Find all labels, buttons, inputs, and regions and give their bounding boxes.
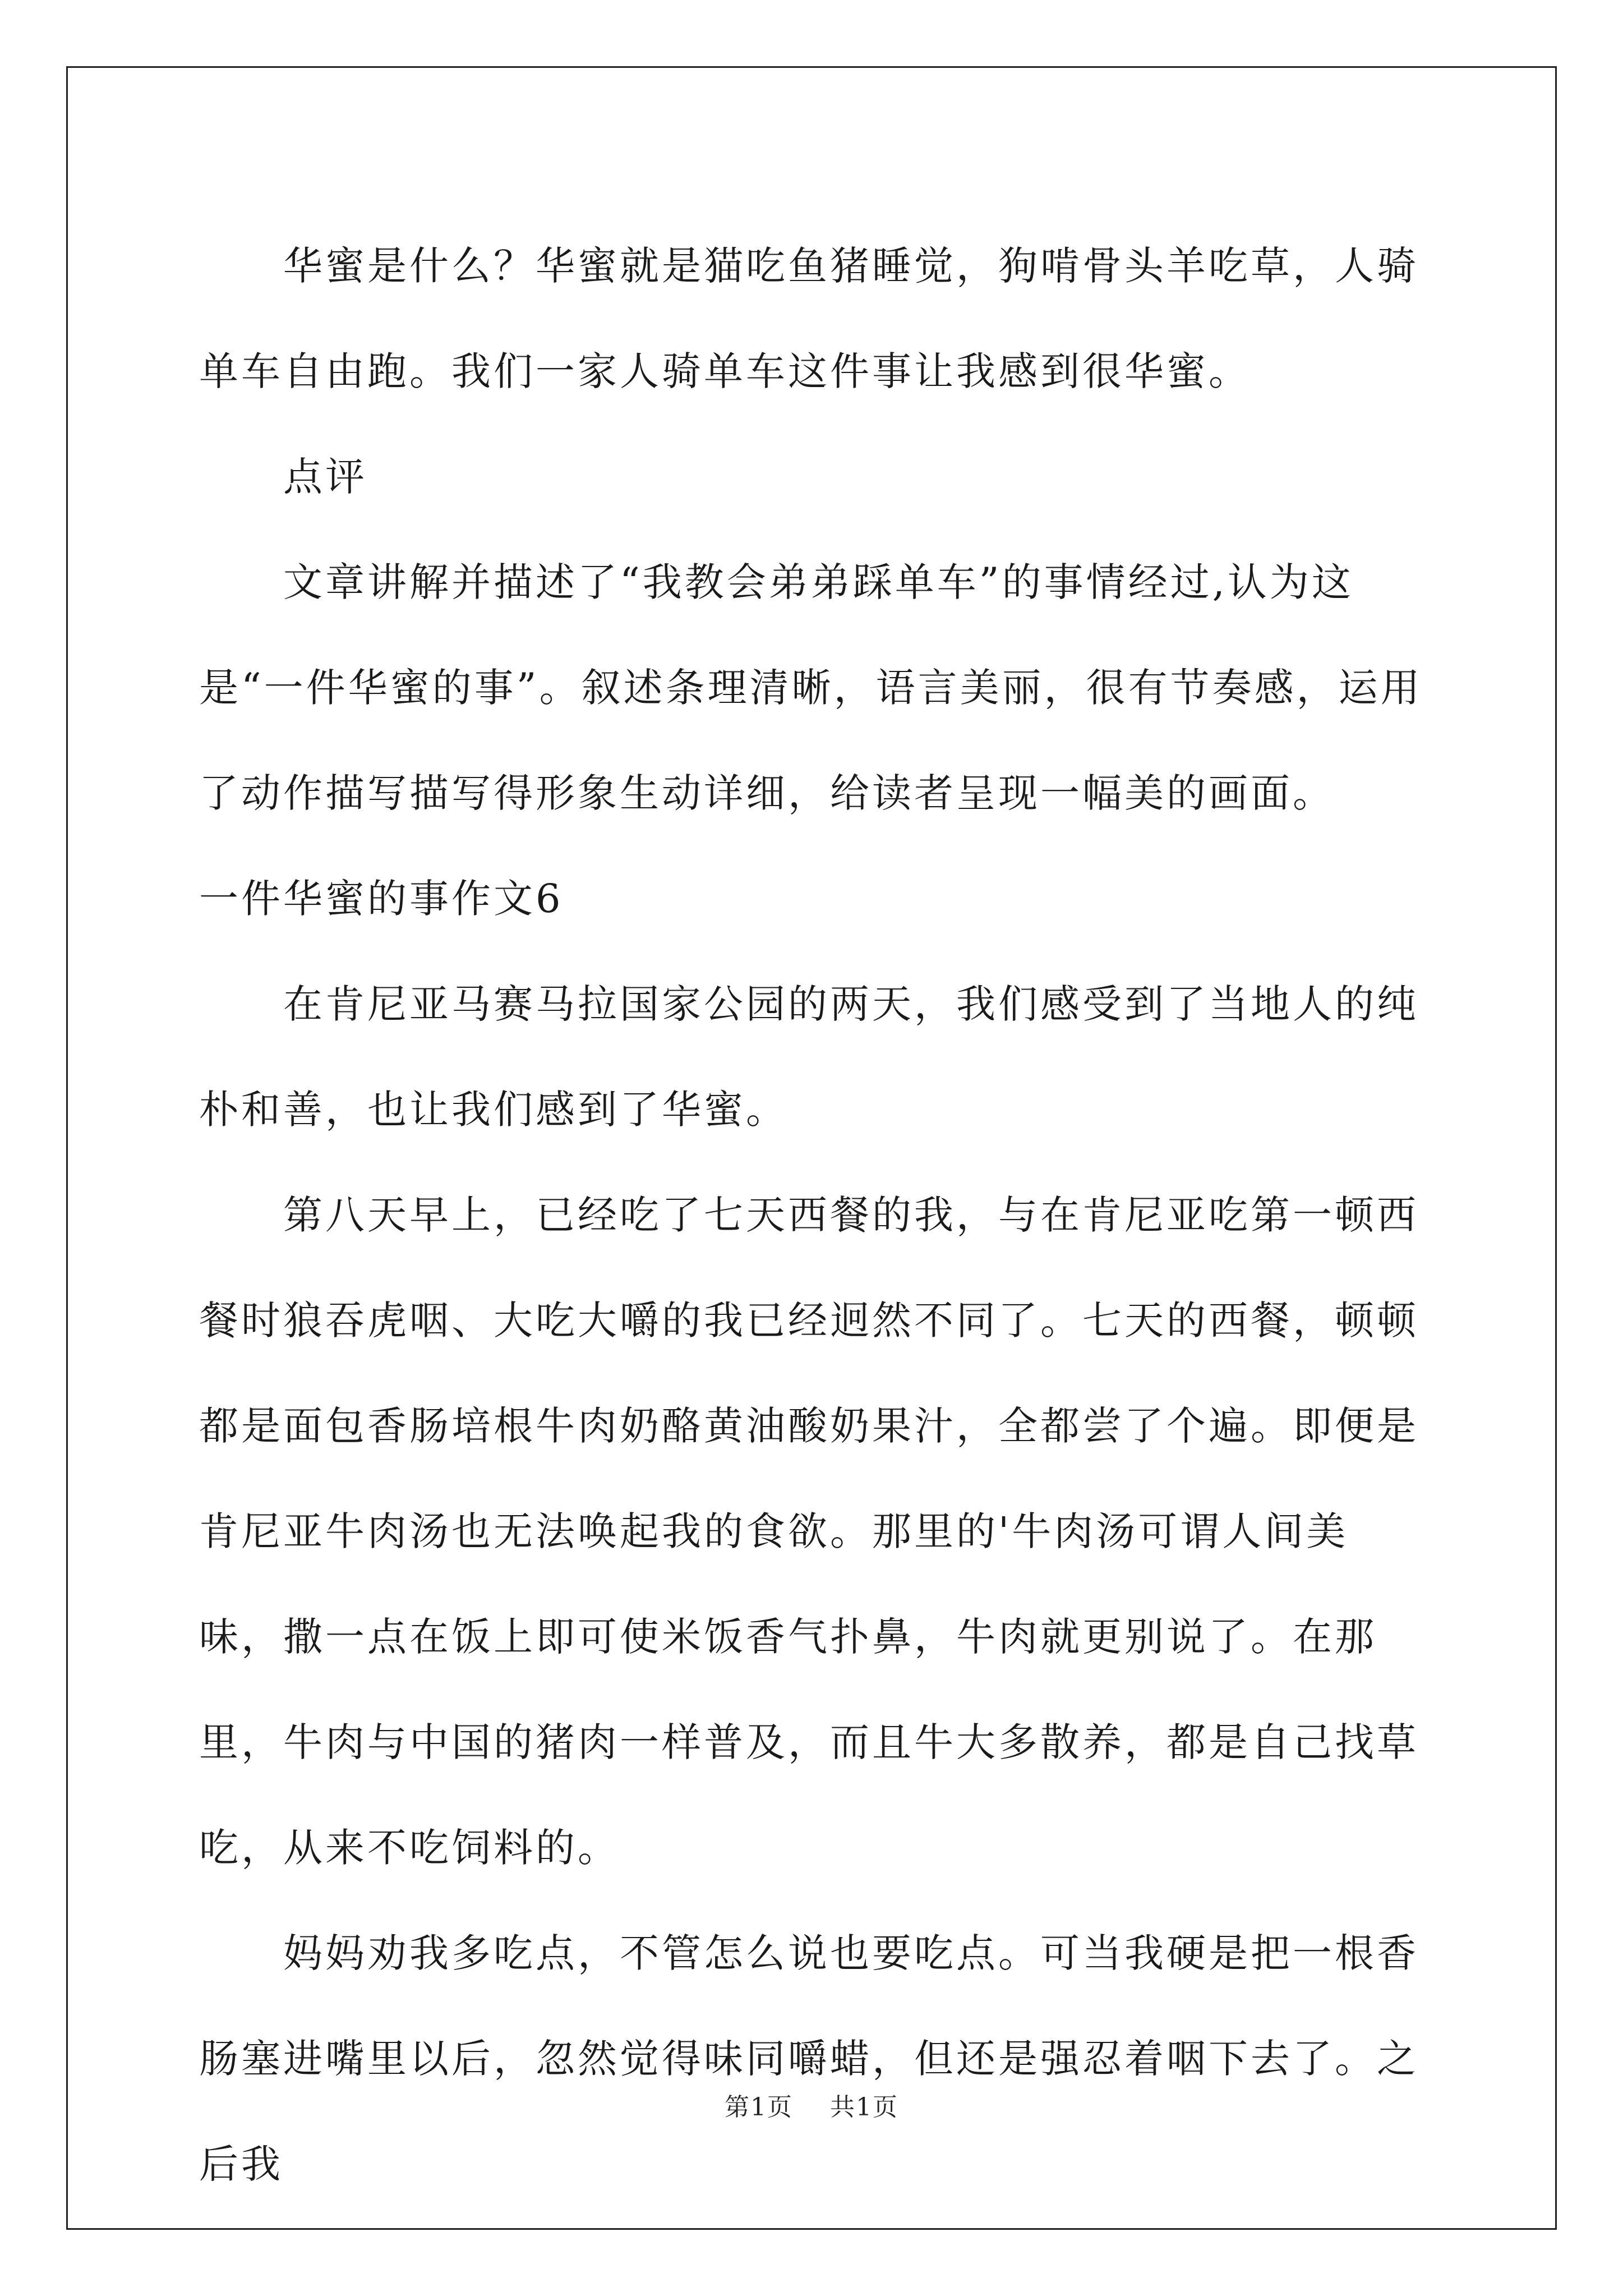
- page-number-total: 共1页: [830, 2093, 898, 2122]
- paragraph-sausage: 妈妈劝我多吃点，不管怎么说也要吃点。可当我硬是把一根香肠塞进嘴里以后，忽然觉得味同嚼蜡，但还是强忍着咽下去了。之后我: [199, 1930, 1419, 2187]
- paragraph-kenya-intro: 在肯尼亚马赛马拉国家公园的两天，我们感受到了当地人的纯朴和善，也让我们感到了华蜜。: [199, 981, 1419, 1133]
- page-footer: [0, 2087, 1623, 2123]
- paragraph-intro: 华蜜是什么？华蜜就是猫吃鱼猪睡觉，狗啃骨头羊吃草，人骑单车自由跑。我们一家人骑单车这件事让我感到很华蜜。: [199, 243, 1419, 394]
- section-heading: 一件华蜜的事作文6: [199, 876, 564, 922]
- document-body: [199, 213, 1427, 2217]
- paragraph-comment: 文章讲解并描述了“我教会弟弟踩单车”的事情经过,认为这是“一件华蜜的事”。叙述条理清晰，语言美丽，很有节奏感，运用了动作描写描写得形象生动详细，给读者呈现一幅美的画面。: [199, 559, 1423, 816]
- page-number-current: 第1页: [725, 2093, 793, 2122]
- paragraph-western-food: 第八天早上，已经吃了七天西餐的我，与在肯尼亚吃第一顿西餐时狼吞虎咽、大吃大嚼的我已经迥然不同了。七天的西餐，顿顿都是面包香肠培根牛肉奶酪黄油酸奶果汁，全都尝了个遍。即便是肯尼亚牛肉汤也无法唤起我的食欲。那里的'牛肉汤可谓人间美味，撒一点在饭上即可使米饭香气扑鼻，牛肉就更别说了。在那里，牛肉与中国的猪肉一样普及，而且牛大多散养，都是自己找草吃，从来不吃饲料的。: [199, 1192, 1419, 1871]
- paragraph-comment-label: 点评: [283, 454, 367, 500]
